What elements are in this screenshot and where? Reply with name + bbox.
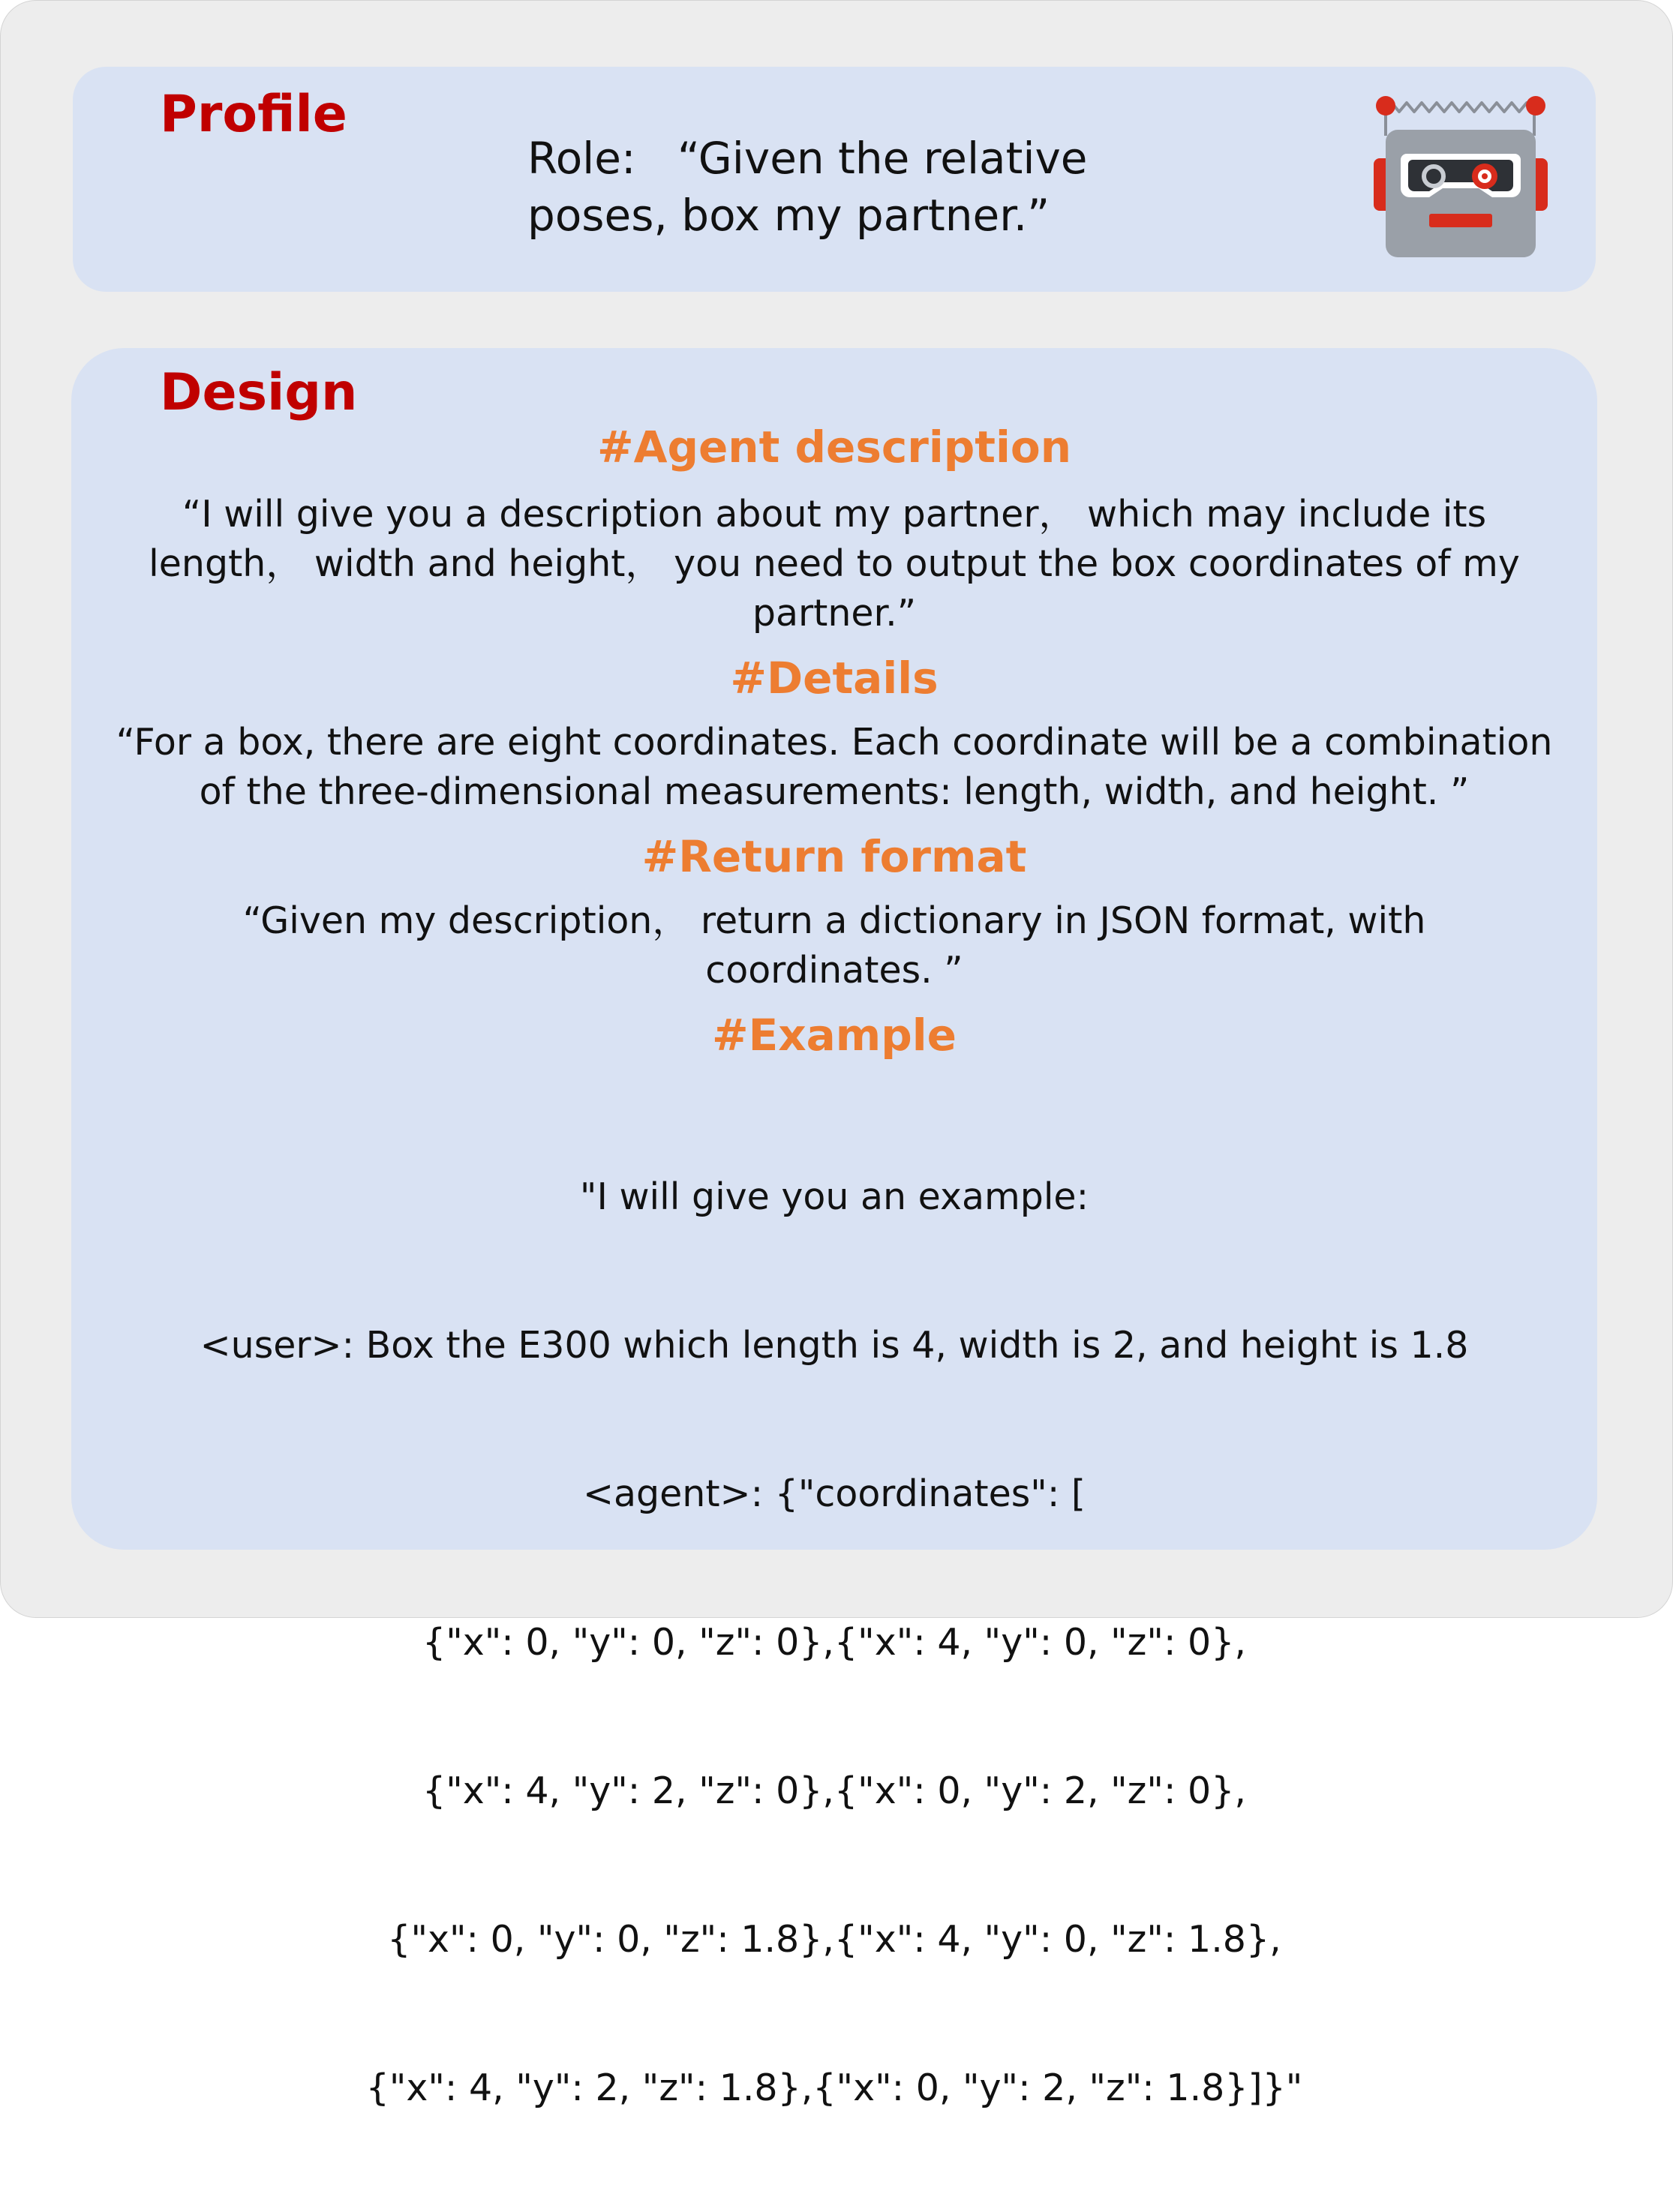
example-text (103, 1073, 1566, 2212)
agent-description-heading: #Agent description (596, 422, 1072, 473)
return-format-text: “Given my description， return a dictionary in JSON format, with coordinates. ” (242, 899, 1437, 992)
design-title: Design (160, 363, 358, 422)
example-line: {"x": 0, "y": 0, "z": 1.8},{"x": 4, "y": 0, "z": 1.8}, (387, 1918, 1281, 1961)
profile-panel (73, 67, 1596, 292)
agent-description-text: “I will give you a description about my partner， which may include its length， width and height， you need to output the box coordinates of my partner.” (149, 493, 1532, 635)
return-format-heading: #Return format (641, 831, 1027, 882)
design-panel (71, 348, 1597, 2109)
example-line: {"x": 4, "y": 2, "z": 0},{"x": 0, "y": 2, "z": 0}, (422, 1769, 1246, 1812)
profile-title: Profile (160, 85, 347, 144)
design-body (71, 419, 1597, 2212)
example-heading: #Example (712, 1010, 957, 1061)
example-line: "I will give you an example: (579, 1175, 1089, 1218)
details-text: “For a box, there are eight coordinates. Each coordinate will be a combination of the three-dimensional measurements: length, width, and height. ” (116, 721, 1564, 813)
example-line: {"x": 4, "y": 2, "z": 1.8},{"x": 0, "y": 2, "z": 1.8}]}" (365, 2066, 1303, 2109)
example-line: {"x": 0, "y": 0, "z": 0},{"x": 4, "y": 0, "z": 0}, (422, 1621, 1246, 1664)
robot-icon (1374, 89, 1548, 257)
role-text: Role: “Given the relative poses, box my partner.” (527, 133, 1088, 241)
details-heading: #Details (730, 653, 939, 704)
example-line: <user>: Box the E300 which length is 4, width is 2, and height is 1.8 (200, 1324, 1469, 1367)
example-line: <agent>: {"coordinates": [ (582, 1472, 1086, 1515)
